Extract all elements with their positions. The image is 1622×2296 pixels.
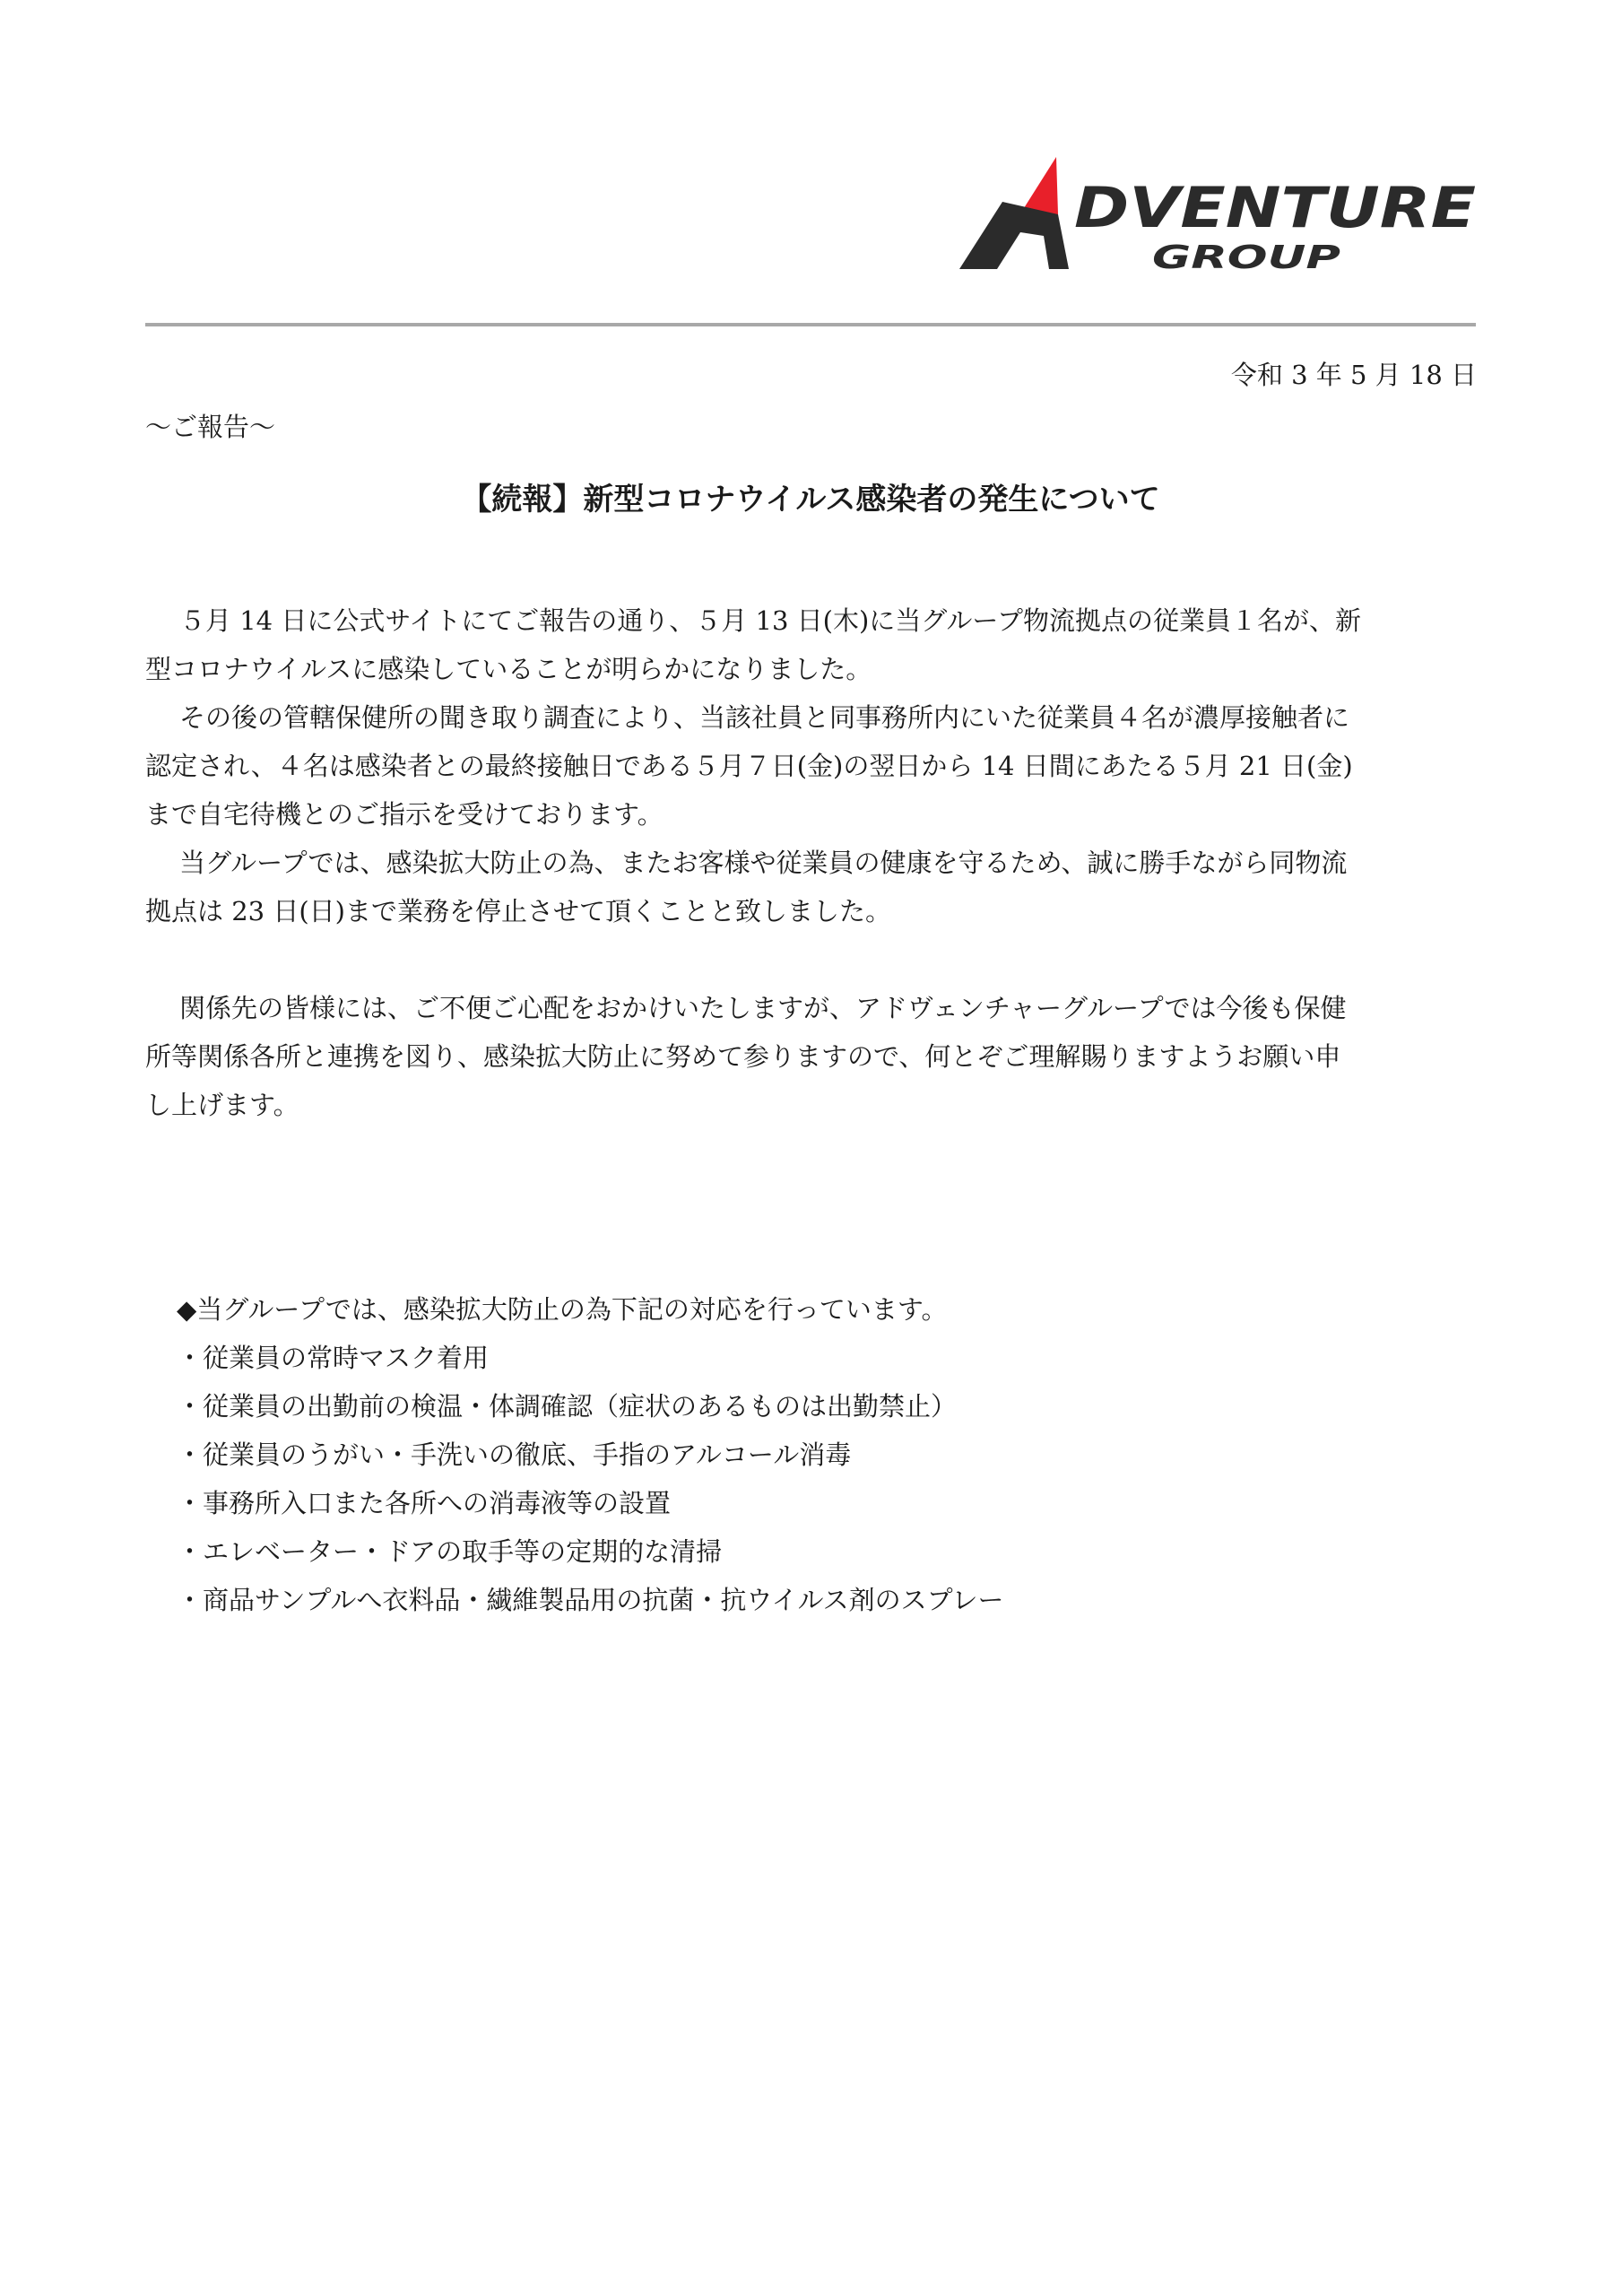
header-divider [145, 323, 1476, 326]
paragraph-3-line-1: 当グループでは、感染拡大防止の為、またお客様や従業員の健康を守るため、誠に勝手ながら同物流 [179, 848, 1348, 878]
adventure-group-logo [950, 148, 1488, 283]
paragraph-4-line-1: 関係先の皆様には、ご不便ご心配をおかけいたしますが、アドヴェンチャーグループでは今後も保健 [179, 993, 1347, 1023]
paragraph-1-line-2: 型コロナウイルスに感染していることが明らかになりました。 [145, 654, 872, 684]
logo-word: DVENTURE [1074, 175, 1476, 240]
logo-sub: GROUP [1152, 239, 1340, 276]
measure-item: ・従業員の常時マスク着用 [177, 1343, 490, 1373]
company-logo [950, 148, 1488, 283]
measure-item: ・商品サンプルへ衣料品・繊維製品用の抗菌・抗ウイルス剤のスプレー [177, 1585, 1004, 1615]
paragraph-4-line-2: 所等関係各所と連携を図り、感染拡大防止に努めて参りますので、何とぞご理解賜りますようお願い申 [145, 1041, 1341, 1072]
measure-item: ・事務所入口また各所への消毒液等の設置 [177, 1488, 672, 1518]
paragraph-3-line-2: 拠点は 23 日(日)まで業務を停止させて頂くことと致しました。 [145, 896, 891, 926]
measures-heading: ◆当グループでは、感染拡大防止の為下記の対応を行っています。 [177, 1294, 948, 1325]
document-title: 【続報】新型コロナウイルス感染者の発生について [461, 482, 1160, 517]
paragraph-2-line-1: その後の管轄保健所の聞き取り調査により、当該社員と同事務所内にいた従業員４名が濃厚接触者に [179, 702, 1350, 733]
document-subject: 〜ご報告〜 [145, 412, 276, 442]
measure-item: ・従業員の出勤前の検温・体調確認（症状のあるものは出勤禁止） [177, 1391, 958, 1422]
paragraph-2-line-2: 認定され、４名は感染者との最終接触日である５月７日(金)の翌日から 14 日間にあたる５月 21 日(金) [145, 751, 1353, 781]
measure-item: ・従業員のうがい・手洗いの徹底、手指のアルコール消毒 [177, 1439, 852, 1470]
paragraph-4-line-3: し上げます。 [145, 1090, 299, 1120]
paragraph-1-line-1: ５月 14 日に公式サイトにてご報告の通り、５月 13 日(木)に当グループ物流拠点の従業員１名が、新 [179, 605, 1361, 636]
measure-item: ・エレベーター・ドアの取手等の定期的な清掃 [177, 1536, 723, 1567]
paragraph-2-line-3: まで自宅待機とのご指示を受けております。 [145, 799, 664, 830]
document-date: 令和 3 年 5 月 18 日 [1230, 360, 1477, 390]
